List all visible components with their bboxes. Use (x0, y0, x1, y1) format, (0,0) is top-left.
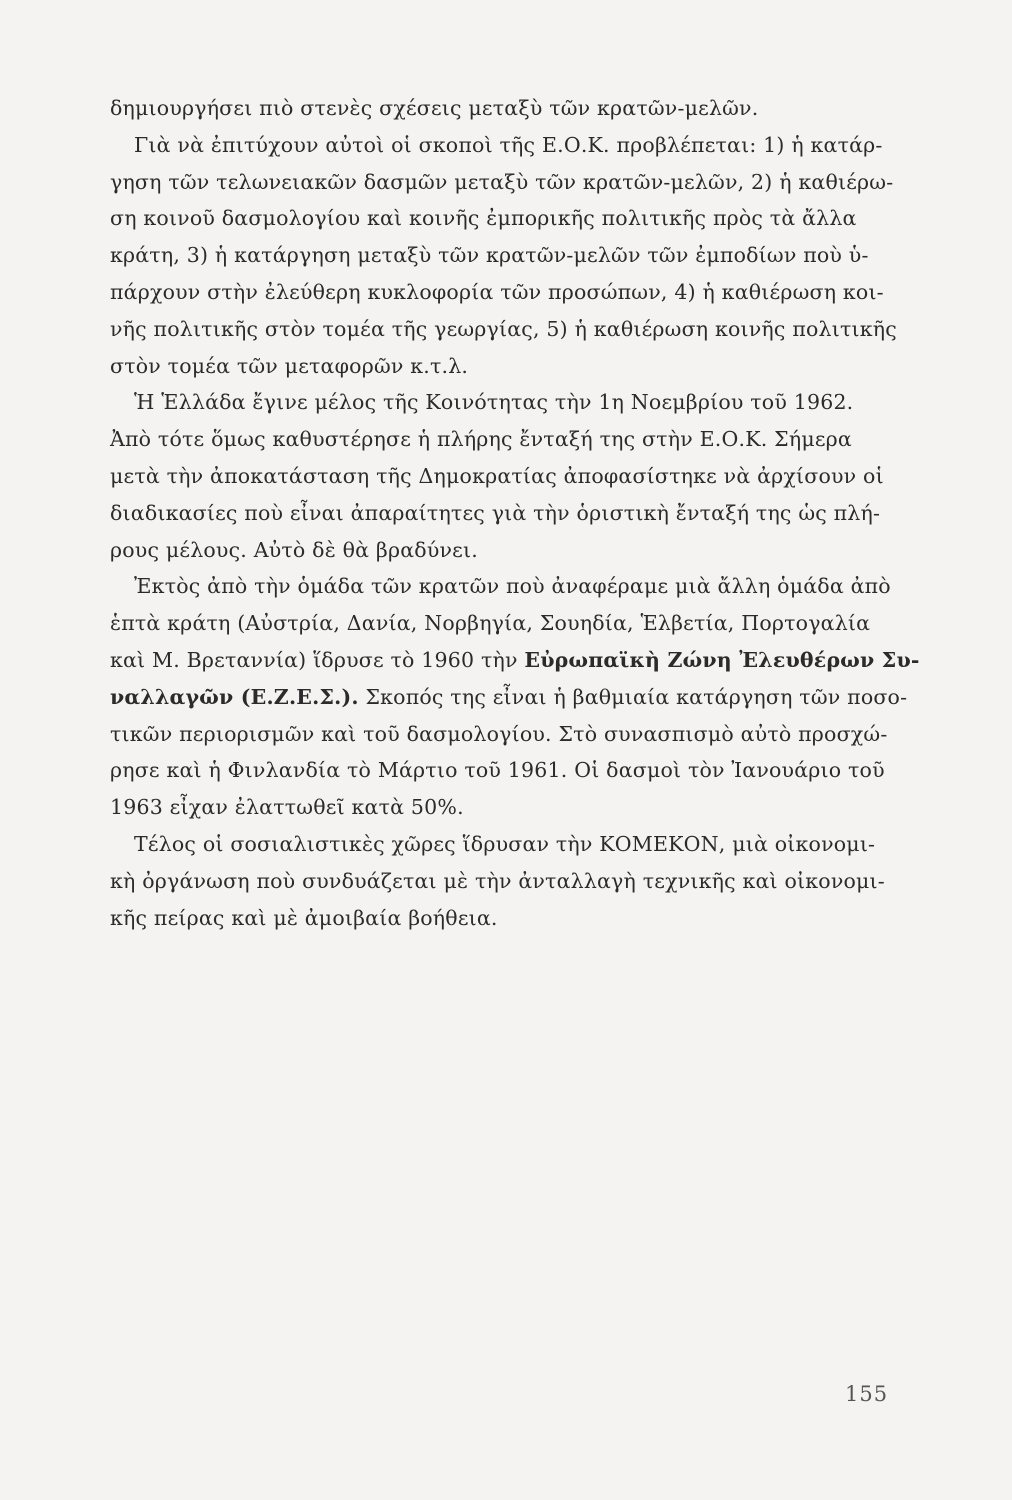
text-line: κὴ ὀργάνωση ποὺ συνδυάζεται μὲ τὴν ἀνταλλαγὴ τεχνικῆς καὶ οἰκονομι- (110, 868, 885, 893)
bold-term: Εὐρωπαϊκὴ Ζώνη Ἐλευθέρων Συ- (524, 647, 920, 672)
text-line: κράτη, 3) ἡ κατάργηση μεταξὺ τῶν κρατῶν-μελῶν τῶν ἐμποδίων ποὺ ὑ- (110, 243, 869, 268)
text-line: κῆς πείρας καὶ μὲ ἀμοιβαία βοήθεια. (110, 905, 498, 930)
page-number: 155 (845, 1382, 889, 1406)
text-line: Ἀπὸ τότε ὅμως καθυστέρησε ἡ πλήρης ἔνταξή της στὴν Ε.Ο.Κ. Σήμερα (110, 427, 852, 452)
text-line (110, 679, 908, 716)
text-line: ρους μέλους. Αὐτὸ δὲ θὰ βραδύνει. (110, 537, 478, 562)
text-line: νῆς πολιτικῆς στὸν τομέα τῆς γεωργίας, 5) ἡ καθιέρωση κοινῆς πολιτικῆς (110, 316, 897, 341)
text-line: γηση τῶν τελωνειακῶν δασμῶν μεταξὺ τῶν κρατῶν-μελῶν, 2) ἡ καθιέρω- (110, 169, 894, 194)
text-line: τικῶν περιορισμῶν καὶ τοῦ δασμολογίου. Στὸ συνασπισμὸ αὐτὸ προσχώ- (110, 721, 888, 746)
text-line: ρησε καὶ ἡ Φινλανδία τὸ Μάρτιο τοῦ 1961. Οἱ δασμοὶ τὸν Ἰανουάριο τοῦ (110, 758, 885, 783)
text-segment: Σκοπός της εἶναι ἡ βαθμιαία κατάργηση τῶν ποσο- (358, 684, 908, 709)
body-text (110, 90, 920, 936)
text-line: Τέλος οἱ σοσιαλιστικὲς χῶρες ἵδρυσαν τὴν ΚΟΜΕΚΟΝ, μιὰ οἰκονομι- (134, 831, 876, 856)
text-line: στὸν τομέα τῶν μεταφορῶν κ.τ.λ. (110, 353, 469, 378)
text-line (110, 642, 920, 679)
text-line: 1963 εἶχαν ἐλαττωθεῖ κατὰ 50%. (110, 795, 464, 820)
text-line: ση κοινοῦ δασμολογίου καὶ κοινῆς ἐμπορικῆς πολιτικῆς πρὸς τὰ ἄλλα (110, 206, 857, 231)
text-line: Γιὰ νὰ ἐπιτύχουν αὐτοὶ οἱ σκοποὶ τῆς Ε.Ο.Κ. προβλέπεται: 1) ἡ κατάρ- (134, 132, 883, 157)
text-line: πάρχουν στὴν ἐλεύθερη κυκλοφορία τῶν προσώπων, 4) ἡ καθιέρωση κοι- (110, 279, 884, 304)
text-line: διαδικασίες ποὺ εἶναι ἀπαραίτητες γιὰ τὴν ὁριστικὴ ἔνταξή της ὡς πλή- (110, 500, 881, 525)
text-segment: καὶ Μ. Βρεταννία) ἵδρυσε τὸ 1960 τὴν (110, 647, 525, 672)
bold-term: ναλλαγῶν (Ε.Ζ.Ε.Σ.). (110, 684, 359, 709)
text-line: Ἡ Ἑλλάδα ἔγινε μέλος τῆς Κοινότητας τὴν 1η Νοεμβρίου τοῦ 1962. (134, 390, 854, 415)
text-line: ἑπτὰ κράτη (Αὐστρία, Δανία, Νορβηγία, Σουηδία, Ἑλβετία, Πορτογαλία (110, 611, 871, 636)
text-line: δημιουργήσει πιὸ στενὲς σχέσεις μεταξὺ τῶν κρατῶν-μελῶν. (110, 96, 759, 120)
text-line: μετὰ τὴν ἀποκατάσταση τῆς Δημοκρατίας ἀποφασίστηκε νὰ ἀρχίσουν οἱ (110, 463, 884, 488)
text-line: Ἐκτὸς ἀπὸ τὴν ὁμάδα τῶν κρατῶν ποὺ ἀναφέραμε μιὰ ἄλλη ὁμάδα ἀπὸ (134, 574, 891, 599)
